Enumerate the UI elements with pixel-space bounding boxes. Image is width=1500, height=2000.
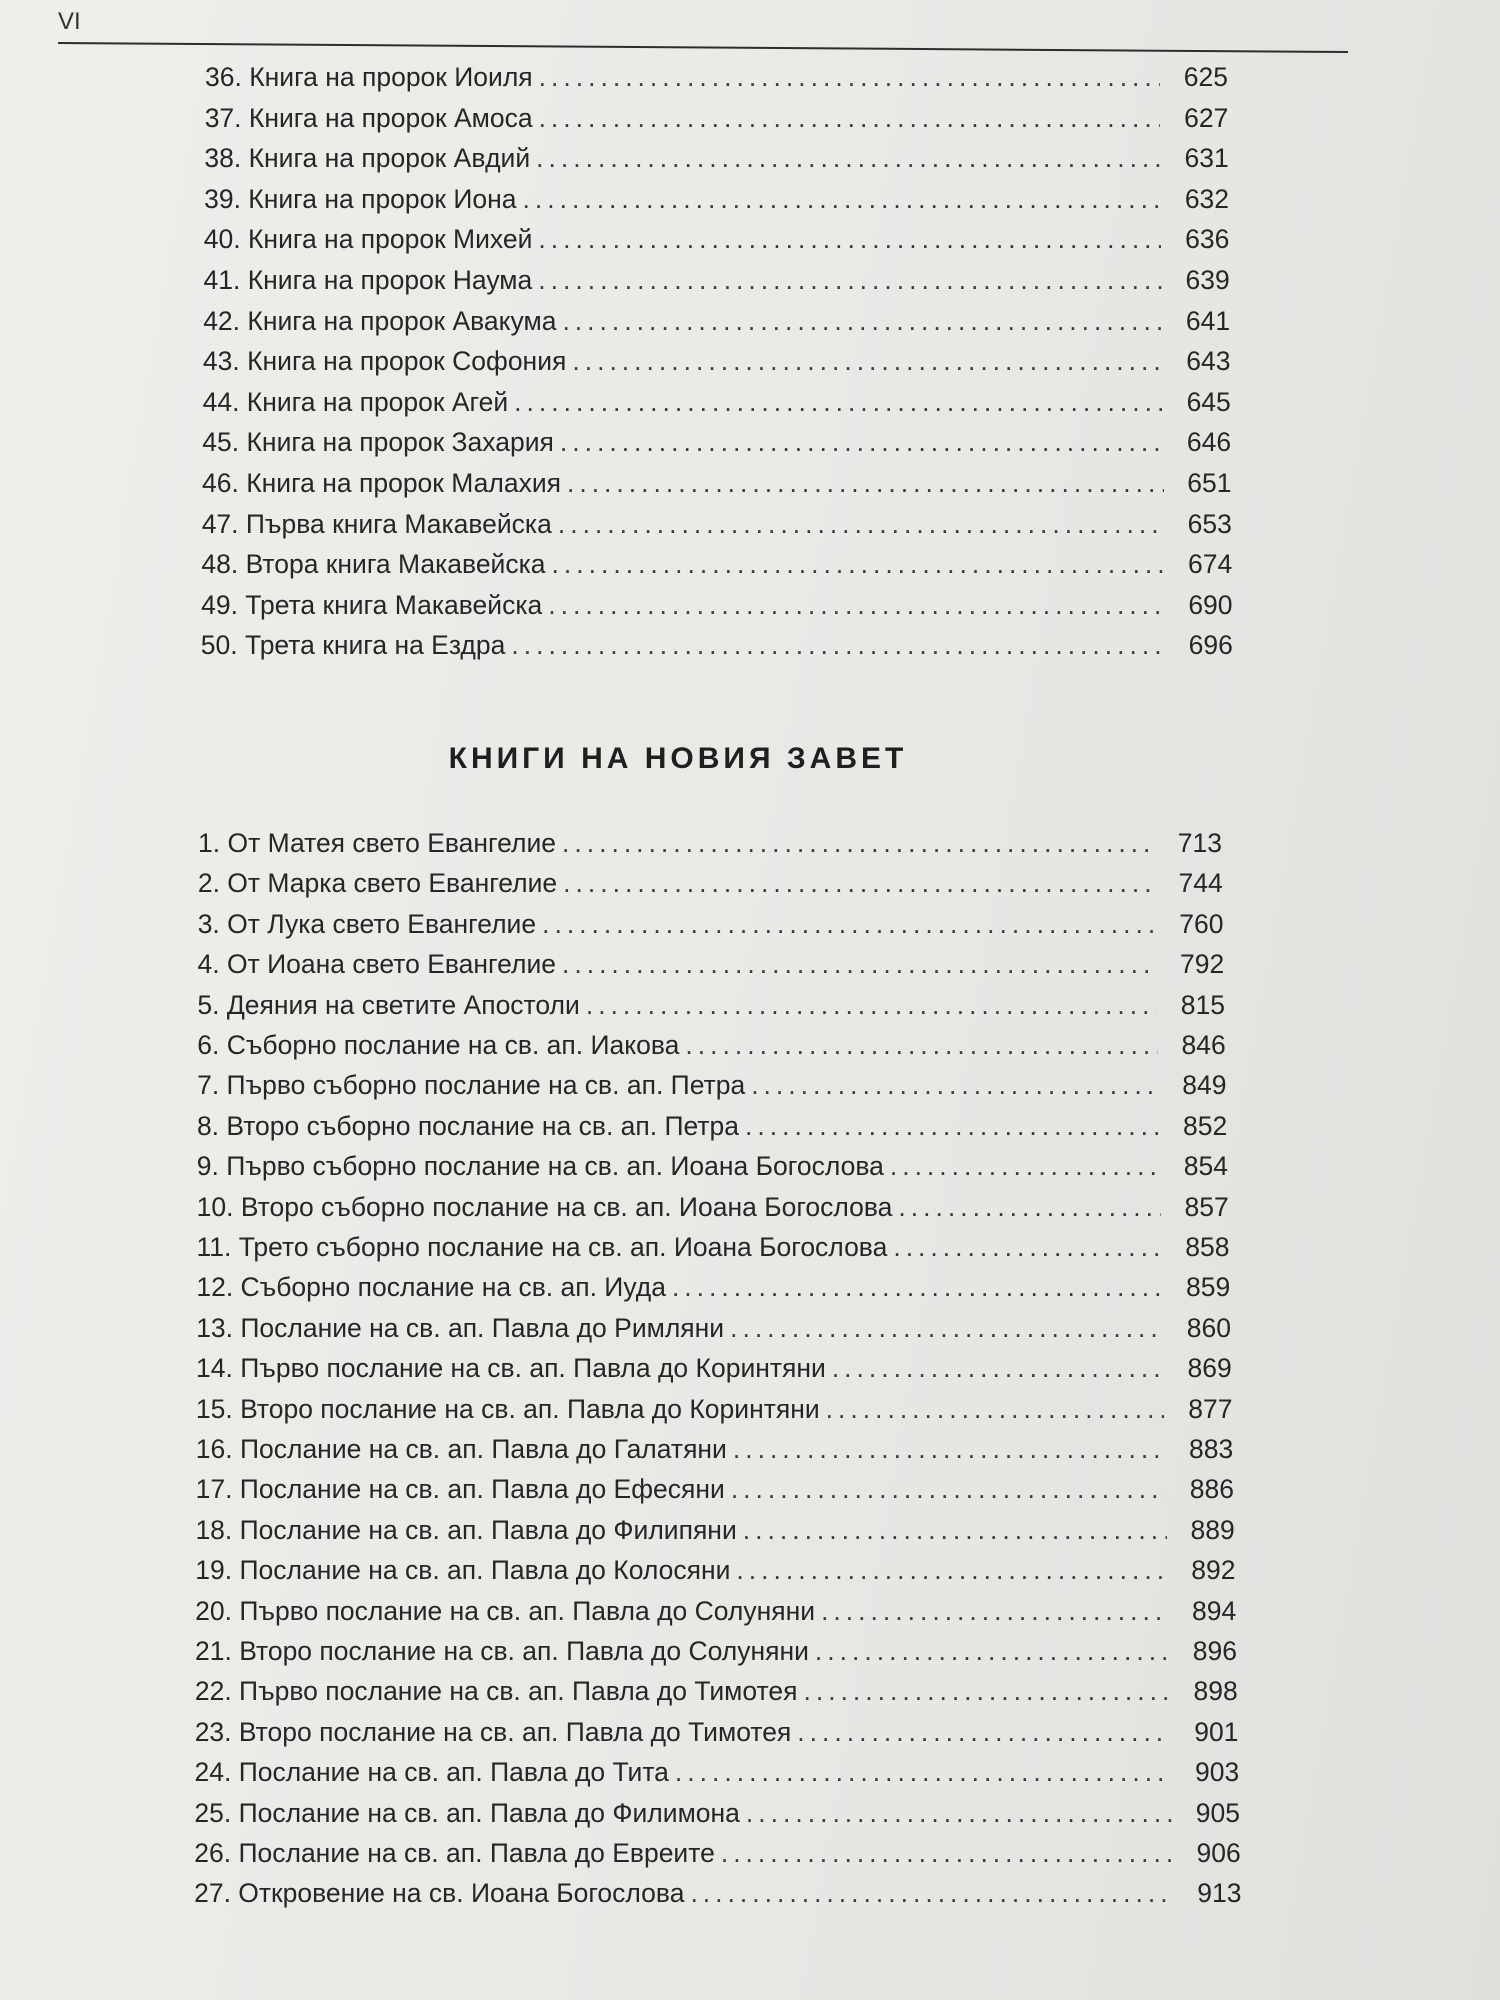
- toc-leader-dots: [523, 184, 1162, 215]
- toc-entry: [195, 1636, 1237, 1676]
- toc-entry-page: 653: [1187, 508, 1232, 539]
- toc-entry-title: 27. Откровение на св. Иоана Богослова: [194, 1878, 685, 1909]
- toc-entry-page: 883: [1189, 1434, 1234, 1464]
- toc-entry-page: 643: [1186, 346, 1231, 377]
- toc-entry-page: 849: [1182, 1070, 1227, 1101]
- toc-entry: [198, 949, 1225, 989]
- toc-entry: [197, 1151, 1228, 1191]
- toc-entry: [204, 224, 1230, 264]
- toc-entry-title: 50. Трета книга на Ездра: [200, 630, 506, 661]
- toc-entry-page: 760: [1179, 908, 1224, 939]
- toc-leader-dots: [572, 346, 1162, 377]
- toc-entry-page: 857: [1184, 1191, 1229, 1222]
- toc-entry-page: 896: [1192, 1636, 1237, 1666]
- toc-entry-title: 37. Книга на пророк Амоса: [204, 102, 533, 133]
- toc-entry-page: 889: [1190, 1514, 1235, 1545]
- toc-entry-page: 859: [1186, 1272, 1231, 1303]
- toc-entry-page: 877: [1188, 1393, 1233, 1424]
- toc-entry: [201, 630, 1233, 670]
- toc-entry-title: 48. Втора книга Макавейска: [201, 549, 546, 580]
- toc-leader-dots: [538, 224, 1161, 255]
- toc-entry-title: 24. Послание на св. ап. Павла до Тита: [194, 1757, 669, 1788]
- toc-entry: [196, 1353, 1232, 1393]
- toc-entry-page: 713: [1177, 828, 1222, 858]
- toc-leader-dots: [797, 1717, 1170, 1748]
- toc-entry-title: 41. Книга на пророк Наума: [203, 265, 533, 295]
- toc-entry-title: 18. Послание на св. ап. Павла до Филипяни: [195, 1514, 737, 1545]
- toc-entry-page: 860: [1186, 1312, 1231, 1343]
- toc-leader-dots: [558, 509, 1164, 540]
- toc-entry: [197, 1030, 1226, 1070]
- toc-leader-dots: [751, 1070, 1158, 1101]
- toc-leader-dots: [743, 1515, 1167, 1546]
- toc-entry-page: 632: [1184, 183, 1230, 214]
- toc-entry: [195, 1596, 1236, 1636]
- toc-leader-dots: [562, 828, 1154, 859]
- toc-entry-title: 49. Трета книга Макавейска: [201, 589, 543, 620]
- toc-entry-page: 792: [1180, 949, 1225, 980]
- toc-entry-title: 1. От Матея свето Евангелие: [198, 828, 556, 858]
- new-testament-heading: КНИГИ НА НОВИЯ ЗАВЕТ: [448, 742, 908, 775]
- toc-entry-title: 9. Първо съборно послание на св. ап. Иоана Богослова: [196, 1151, 884, 1182]
- toc-leader-dots: [672, 1272, 1162, 1303]
- toc-entry: [202, 468, 1232, 508]
- toc-leader-dots: [745, 1111, 1159, 1142]
- toc-leader-dots: [733, 1434, 1165, 1465]
- toc-leader-dots: [821, 1596, 1168, 1627]
- toc-leader-dots: [567, 468, 1164, 499]
- toc-entry: [196, 1434, 1234, 1474]
- toc-entry-page: 646: [1186, 427, 1232, 458]
- toc-leader-dots: [690, 1878, 1173, 1909]
- toc-entry-page: 892: [1191, 1555, 1236, 1586]
- toc-entry-title: 25. Послание на св. ап. Павла до Филимона: [194, 1797, 740, 1828]
- toc-leader-dots: [890, 1151, 1160, 1182]
- toc-entry-page: 894: [1192, 1595, 1237, 1626]
- toc-entry-page: 869: [1187, 1353, 1232, 1384]
- toc-entry: [198, 909, 1224, 949]
- toc-entry-page: 625: [1183, 62, 1228, 92]
- toc-entry-title: 2. От Марка свето Евангелие: [197, 868, 558, 899]
- toc-entry: [203, 346, 1231, 386]
- toc-leader-dots: [542, 909, 1155, 940]
- toc-leader-dots: [511, 630, 1165, 661]
- toc-entry: [196, 1272, 1230, 1312]
- toc-entry: [198, 868, 1223, 908]
- toc-entry: [196, 1394, 1233, 1434]
- toc-entry-title: 39. Книга на пророк Иона: [204, 183, 517, 214]
- toc-entry-title: 5. Деяния на светите Апостоли: [197, 989, 580, 1020]
- toc-entry-title: 22. Първо послание на св. ап. Павла до Тимотея: [194, 1676, 798, 1707]
- page-number: VI: [58, 8, 81, 35]
- toc-entry-title: 20. Първо послание на св. ап. Павла до Солуняни: [195, 1595, 816, 1626]
- toc-entry: [196, 1313, 1231, 1353]
- toc-entry: [194, 1838, 1241, 1878]
- toc-entry: [204, 184, 1229, 224]
- toc-leader-dots: [826, 1394, 1165, 1425]
- toc-entry-title: 40. Книга на пророк Михей: [203, 224, 533, 255]
- toc-leader-dots: [815, 1636, 1169, 1667]
- toc-entry-page: 627: [1184, 102, 1229, 133]
- toc-entry-title: 11. Трето съборно послание на св. ап. Иоана Богослова: [196, 1232, 888, 1262]
- toc-leader-dots: [893, 1232, 1161, 1263]
- toc-entry: [195, 1757, 1240, 1797]
- toc-leader-dots: [731, 1474, 1166, 1505]
- toc-entry-page: 641: [1185, 305, 1231, 336]
- toc-entry-page: 886: [1189, 1474, 1234, 1505]
- toc-entry: [194, 1798, 1240, 1838]
- toc-entry: [202, 509, 1232, 549]
- toc-entry-title: 7. Първо съборно послание на св. ап. Петра: [197, 1070, 746, 1101]
- toc-leader-dots: [539, 103, 1161, 134]
- toc-entry: [197, 990, 1225, 1030]
- toc-entry-title: 43. Книга на пророк Софония: [202, 346, 567, 377]
- toc-entry-page: 905: [1195, 1797, 1240, 1828]
- toc-entry-page: 744: [1178, 868, 1223, 899]
- toc-entry-page: 651: [1187, 468, 1232, 498]
- header-rule: [58, 42, 1348, 53]
- toc-leader-dots: [586, 990, 1157, 1021]
- toc-entry: [195, 1676, 1238, 1716]
- toc-entry: [197, 1232, 1230, 1272]
- toc-entry-title: 45. Книга на пророк Захария: [202, 427, 554, 458]
- toc-entry-page: 815: [1180, 989, 1225, 1020]
- toc-leader-dots: [730, 1313, 1163, 1344]
- toc-entry-page: 631: [1184, 143, 1229, 174]
- toc-entry-title: 23. Второ послание на св. ап. Павла до Тимотея: [194, 1716, 792, 1747]
- toc-entry: [205, 62, 1228, 102]
- toc-entry-title: 4. От Иоана свето Евангелие: [197, 949, 556, 980]
- toc-leader-dots: [563, 868, 1155, 899]
- toc-entry-page: 906: [1196, 1838, 1241, 1868]
- toc-entry: [205, 103, 1229, 143]
- toc-entry-title: 6. Съборно послание на св. ап. Иакова: [197, 1030, 680, 1060]
- toc-entry: [197, 1070, 1226, 1110]
- toc-entry-title: 26. Послание на св. ап. Павла до Евреите: [194, 1838, 715, 1868]
- toc-leader-dots: [736, 1555, 1167, 1586]
- toc-entry-title: 10. Второ съборно послание на св. ап. Иоана Богослова: [196, 1191, 893, 1222]
- toc-entry-page: 854: [1183, 1151, 1228, 1182]
- toc-leader-dots: [536, 143, 1161, 174]
- toc-leader-dots: [552, 549, 1165, 580]
- toc-entry-page: 901: [1194, 1716, 1239, 1747]
- toc-entry-page: 898: [1193, 1676, 1238, 1707]
- toc-entry-page: 913: [1197, 1878, 1242, 1909]
- toc-entry-title: 8. Второ съборно послание на св. ап. Петра: [196, 1110, 740, 1141]
- toc-entry-title: 16. Послание на св. ап. Павла до Галатяни: [195, 1434, 727, 1464]
- toc-leader-dots: [675, 1757, 1171, 1788]
- toc-leader-dots: [685, 1030, 1157, 1061]
- toc-entry: [203, 306, 1230, 346]
- toc-entry-title: 42. Книга на пророк Авакума: [203, 305, 557, 336]
- toc-entry: [201, 590, 1232, 630]
- toc-entry-title: 21. Второ послание на св. ап. Павла до Солуняни: [195, 1636, 809, 1666]
- toc-entry: [194, 1878, 1241, 1918]
- toc-entry-page: 852: [1183, 1110, 1228, 1141]
- toc-entry-title: 44. Книга на пророк Агей: [202, 386, 509, 417]
- toc-entry: [203, 387, 1231, 427]
- toc-entry-page: 639: [1185, 265, 1230, 295]
- toc-entry-title: 12. Съборно послание на св. ап. Иуда: [196, 1272, 666, 1303]
- toc-leader-dots: [746, 1798, 1172, 1829]
- toc-entry-page: 690: [1188, 589, 1233, 620]
- toc-entry-title: 17. Послание на св. ап. Павла до Ефесяни: [195, 1474, 725, 1505]
- toc-entry-page: 674: [1187, 549, 1233, 580]
- toc-entry-page: 645: [1186, 386, 1231, 417]
- toc-entry: [202, 427, 1231, 467]
- toc-entry: [201, 549, 1232, 589]
- toc-leader-dots: [538, 265, 1162, 296]
- toc-entry-title: 15. Второ послание на св. ап. Павла до Коринтяни: [195, 1393, 820, 1424]
- toc-entry-title: 47. Първа книга Макавейска: [201, 508, 552, 539]
- toc-leader-dots: [721, 1838, 1173, 1869]
- toc-entry-title: 19. Послание на св. ап. Павла до Колосяни: [195, 1555, 731, 1586]
- toc-entry-page: 903: [1195, 1757, 1240, 1788]
- toc-entry: [196, 1474, 1234, 1514]
- toc-entry: [195, 1717, 1239, 1757]
- toc-entry-title: 13. Послание на св. ап. Павла до Римляни: [196, 1312, 725, 1343]
- toc-entry-page: 858: [1185, 1232, 1230, 1262]
- toc-entry: [204, 143, 1228, 183]
- toc-entry-title: 14. Първо послание на св. ап. Павла до Коринтяни: [196, 1353, 826, 1384]
- toc-leader-dots: [562, 306, 1162, 337]
- toc-entry-title: 46. Книга на пророк Малахия: [202, 468, 561, 498]
- toc-entry-title: 3. От Лука свето Евангелие: [197, 908, 537, 939]
- toc-entry-title: 36. Книга на пророк Иоиля: [205, 62, 533, 92]
- toc-leader-dots: [803, 1676, 1169, 1707]
- toc-entry: [195, 1515, 1234, 1555]
- toc-entry-page: 846: [1181, 1030, 1226, 1060]
- toc-entry-page: 636: [1185, 224, 1230, 255]
- toc-leader-dots: [898, 1192, 1160, 1223]
- toc-entry: [195, 1555, 1235, 1595]
- toc-leader-dots: [560, 427, 1163, 458]
- toc-entry: [204, 265, 1230, 305]
- toc-entry-title: 38. Книга на пророк Авдий: [204, 143, 531, 174]
- toc-entry: [198, 828, 1222, 868]
- toc-leader-dots: [832, 1353, 1164, 1384]
- toc-leader-dots: [514, 387, 1163, 418]
- toc-leader-dots: [562, 949, 1156, 980]
- toc-leader-dots: [539, 62, 1160, 93]
- toc-entry: [197, 1111, 1227, 1151]
- toc-entry-page: 696: [1188, 630, 1233, 661]
- toc-entry: [197, 1192, 1229, 1232]
- toc-leader-dots: [548, 590, 1164, 621]
